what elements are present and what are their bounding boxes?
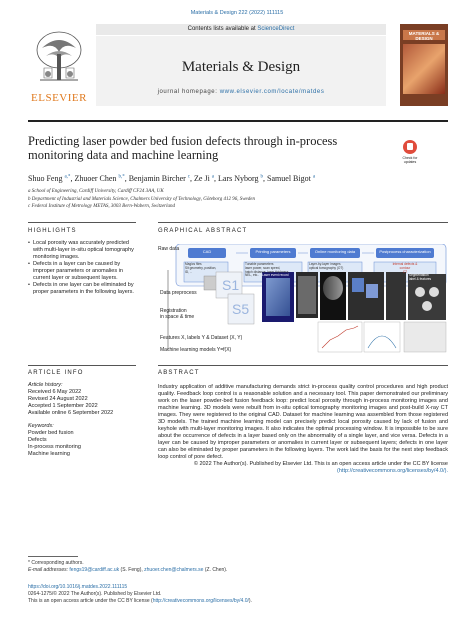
copyright-text: © 2022 The Author(s). Published by Elsevier Ltd. This is an open access article under the CC BY license xyxy=(193,461,448,467)
ga-online-label: Online monitoring data xyxy=(314,249,356,254)
porosity-map xyxy=(404,322,446,352)
affiliations xyxy=(28,188,448,211)
cover-title: MATERIALS & DESIGN xyxy=(408,31,440,41)
author-name[interactable]: Benjamin Bircher xyxy=(128,174,186,183)
keywords-label: Keywords: xyxy=(28,423,54,429)
ga-features-label: Features X, labels Y & Dataset (X, Y) xyxy=(160,335,243,341)
prediction-plot xyxy=(318,322,362,352)
keyword: Powder bed fusion xyxy=(28,430,74,436)
author-affil-marker[interactable]: a xyxy=(312,174,316,180)
journal-header xyxy=(28,24,448,116)
highlights-heading: HIGHLIGHTS xyxy=(28,228,77,234)
ga-cad-label: CAD xyxy=(202,249,212,254)
highlight-item: • Defects in a layer can be caused by improper parameters or anomalies in current layer or subsequent layers. xyxy=(28,261,136,282)
abstract-heading: ABSTRACT xyxy=(158,370,200,376)
elsevier-logo[interactable] xyxy=(28,24,90,106)
keyword: Defects xyxy=(28,437,47,443)
open-access-line xyxy=(28,598,448,605)
ga-internal-label: Internal defects & contour CT xyxy=(392,262,418,274)
check-updates-icon xyxy=(403,140,417,154)
highlight-item: • Local porosity was accurately predicted with multi-layer in-situ optical tomography monitoring images. xyxy=(28,240,136,261)
affiliation: a School of Engineering, Cardiff University, Cardiff CF24 3AA, UK xyxy=(28,189,164,194)
author-name[interactable]: Lars Nyborg xyxy=(218,174,259,183)
sciencedirect-link[interactable]: ScienceDirect xyxy=(257,26,295,32)
author-name[interactable]: Zhuoer Chen xyxy=(74,174,117,183)
header-rule xyxy=(28,120,448,122)
paper-title: Predicting laser powder bed fusion defects through in-process monitoring data and machine learning xyxy=(28,134,338,162)
ga-registration-label: Registration in space & time xyxy=(160,308,195,320)
ga-tunable-label: Tunable parameters laser power, scan speed, hatch distance, laser thickness, NEL, etc.. xyxy=(245,262,290,278)
email-link[interactable]: fengs19@cardiff.ac.uk xyxy=(69,567,120,573)
oa-prefix: This is an open access article under the CC BY license ( xyxy=(28,598,153,604)
ga-segmentation-label: Segmentation label & features xyxy=(409,273,432,281)
history-label: Article history: xyxy=(28,382,63,388)
doi-link[interactable]: https://doi.org/10.1016/j.matdes.2022.111115 xyxy=(28,584,128,590)
journal-box xyxy=(96,36,386,106)
email-line xyxy=(28,567,448,574)
corresponding-note: * Corresponding authors. xyxy=(28,560,84,566)
history-entry: Revised 24 August 2022 xyxy=(28,396,88,402)
author-name[interactable]: Shuo Feng xyxy=(28,174,63,183)
author-affil-marker[interactable]: b xyxy=(260,174,264,180)
check-for-updates-button[interactable] xyxy=(400,140,420,168)
ga-preprocess-label: Data preprocess xyxy=(160,290,197,296)
author-affil-marker[interactable]: a xyxy=(211,174,215,180)
email-label: E-mail addresses: xyxy=(28,567,70,573)
keyword: In-process monitoring xyxy=(28,444,81,450)
affiliation: b Department of Industrial and Materials Science, Chalmers University of Technology, Göteborg 412 96, Sweden xyxy=(28,196,255,202)
journal-banner xyxy=(96,24,386,114)
email-owner: (Z. Chen). xyxy=(203,567,228,573)
highlight-item: • Defects in one layer can be eliminated by proper parameters in the following layers. xyxy=(28,282,136,296)
highlights-list xyxy=(28,240,136,296)
footnote-rule xyxy=(28,556,78,557)
highlights-rule xyxy=(28,222,136,223)
ga-models-label: Machine learning models Y=f(X) xyxy=(160,347,232,353)
contents-line xyxy=(96,24,386,35)
check-updates-label: Check for updates xyxy=(402,156,418,164)
ga-postprocess-label: Postprocess characterization xyxy=(379,249,431,254)
footnotes xyxy=(28,556,448,574)
graphical-abstract-heading: GRAPHICAL ABSTRACT xyxy=(158,228,248,234)
issn-line: 0264-1275/© 2022 The Author(s). Published by Elsevier Ltd. xyxy=(28,591,162,597)
author-name[interactable]: Samuel Bigot xyxy=(267,174,311,183)
history-entry: Accepted 1 September 2022 xyxy=(28,403,98,409)
elsevier-tree-icon xyxy=(34,28,84,88)
svg-text:S1: S1 xyxy=(222,277,240,293)
journal-homepage xyxy=(96,89,386,95)
ga-layer-images-label: Layer-by-layer images optical tomography (OT) xyxy=(309,262,344,270)
journal-cover-image[interactable] xyxy=(400,24,448,106)
license-link[interactable]: (http://creativecommons.org/licenses/by/4.0/). xyxy=(337,468,448,474)
author-affil-marker[interactable]: b,* xyxy=(118,174,125,180)
article-info-heading: ARTICLE INFO xyxy=(28,370,84,376)
oa-license-link[interactable]: http://creativecommons.org/licenses/by/4.0/ xyxy=(152,598,249,604)
homepage-link[interactable]: www.elsevier.com/locate/matdes xyxy=(219,89,325,95)
email-owner: (S. Feng), xyxy=(119,567,145,573)
email-link[interactable]: zhuoer.chen@chalmers.se xyxy=(144,567,204,573)
history-entry: Available online 6 September 2022 xyxy=(28,410,114,416)
process-window-plot xyxy=(364,322,400,352)
abstract-text: Industry application of additive manufacturing demands strict in-process quality control procedures and high product quality. Feedback loop control is a reasonable solution and a necessary tool. This paper demonstrated our preliminary work on the laser powder-bed fusion feedback loop: predict local porosity through in-process monitoring images and machine learning. 3D models were rebuilt from in-situ optical tomography monitoring images and post-build X-ray CT images. They were registered to the original CAD. Dataset for machine learning was assembled from those registered 3D models. The trained machine learning model can precisely predict local porosity caused by lack of fusion and keyhole with multi-layer monitoring images. It also indicates the optimal processing window. It is impossible to be sure about the occurrence of defects in a layer based only on the abnormality of a single layer, and vice versa. Defects in a layer can be caused by improper parameters or anomalies in current layer or subsequent layers; defects in one layer can also be eliminated by proper parameters in the following layers. The work laid the basis for the next step feedback loop control of pore defect. xyxy=(158,384,448,460)
graphical-abstract-rule xyxy=(158,222,448,223)
journal-title[interactable]: Materials & Design xyxy=(181,59,301,75)
abstract-body xyxy=(158,384,448,475)
elsevier-wordmark: ELSEVIER xyxy=(31,92,87,104)
homepage-prefix: journal homepage: xyxy=(157,89,220,95)
oa-suffix: ). xyxy=(248,598,252,604)
ga-magics-label: Magics files Slt geometry, position, ID, .. xyxy=(185,262,217,274)
bottom-info xyxy=(28,584,448,605)
ct-slice-panel xyxy=(386,272,406,320)
abstract-rule xyxy=(158,365,448,366)
ga-laser-record-label: Laser event record xyxy=(262,273,289,277)
article-info xyxy=(28,382,138,458)
keyword: Machine learning xyxy=(28,451,70,457)
history-entry: Received 6 May 2022 xyxy=(28,389,82,395)
copyright-line xyxy=(158,461,448,475)
article-info-rule xyxy=(28,365,136,366)
author-affil-marker[interactable]: c xyxy=(187,174,191,180)
contents-prefix: Contents lists available at xyxy=(187,26,258,32)
author-name[interactable]: Ze Ji xyxy=(194,174,210,183)
ga-raw-data-label: Raw data xyxy=(158,246,180,252)
affiliation: c Federal Institute of Metrology METAS, 3003 Bern-Wabern, Switzerland xyxy=(28,204,176,209)
graphical-abstract-figure[interactable] xyxy=(158,244,448,357)
journal-reference[interactable]: Materials & Design 222 (2022) 111115 xyxy=(190,10,284,16)
svg-text:S5: S5 xyxy=(232,301,250,317)
author-affil-marker[interactable]: a,* xyxy=(64,174,71,180)
ga-printing-label: Printing parameters xyxy=(255,249,291,254)
cover-art xyxy=(403,44,445,94)
author-list: Shuo Feng $^{a,*}$, Zhuoer Chen $^{b,*}$, Benjamin Bircher $^c$, Ze Ji $^a$, Lars Nyborg $^b$, Samuel Bigot $^a$ xyxy=(28,174,316,183)
